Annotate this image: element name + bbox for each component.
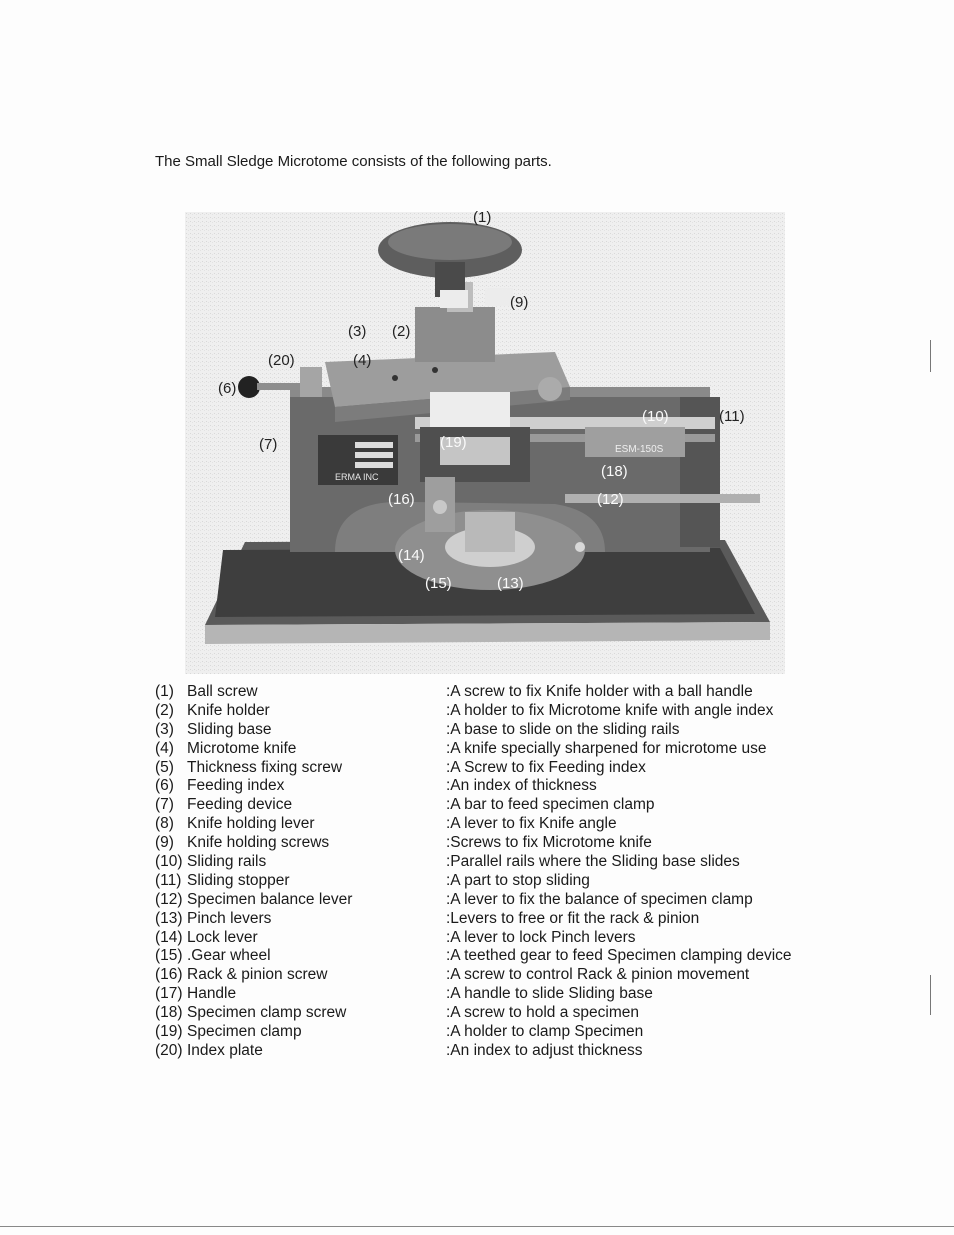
part-number: (19) [155, 1023, 183, 1041]
callout-19: (19) [440, 434, 467, 451]
part-name: Feeding device [187, 796, 293, 814]
part-name: .Gear wheel [187, 947, 271, 965]
parts-list-item [155, 1042, 835, 1061]
part-description: :A screw to control Rack & pinion movement [446, 966, 750, 984]
part-number: (9) [155, 834, 174, 852]
part-description: :An index of thickness [446, 777, 597, 795]
parts-list-item [155, 834, 835, 853]
parts-list-item [155, 929, 835, 948]
part-description: :Parallel rails where the Sliding base slides [446, 853, 740, 871]
parts-list-item [155, 985, 835, 1004]
callout-12: (12) [597, 491, 624, 508]
scan-mark [930, 975, 931, 1015]
part-description: :A Screw to fix Feeding index [446, 758, 646, 776]
part-description: :A holder to clamp Specimen [446, 1023, 644, 1041]
part-number: (13) [155, 909, 183, 927]
parts-list-item [155, 872, 835, 891]
part-name: Sliding stopper [187, 871, 290, 889]
part-name: Knife holder [187, 701, 270, 719]
part-number: (16) [155, 966, 183, 984]
part-name: Sliding rails [187, 853, 267, 871]
callout-3: (3) [348, 323, 367, 340]
part-number: (15) [155, 947, 183, 965]
callout-13: (13) [497, 575, 524, 592]
part-description: :Screws to fix Microtome knife [446, 834, 652, 852]
callout-1: (1) [473, 209, 492, 226]
part-description: :A teethed gear to feed Specimen clamping device [446, 947, 792, 965]
part-name: Thickness fixing screw [187, 758, 343, 776]
part-number: (20) [155, 1041, 183, 1059]
parts-list [155, 683, 835, 1061]
part-number: (5) [155, 758, 174, 776]
part-description: :A lever to fix Knife angle [446, 815, 617, 833]
model-label: ESM-150S [615, 444, 664, 455]
part-number: (4) [155, 739, 174, 757]
part-name: Specimen balance lever [187, 890, 353, 908]
part-number: (11) [155, 871, 182, 889]
parts-list-item [155, 777, 835, 796]
part-number: (17) [155, 985, 183, 1003]
parts-list-item [155, 815, 835, 834]
parts-list-item [155, 966, 835, 985]
part-description: :A handle to slide Sliding base [446, 985, 653, 1003]
part-name: Knife holding lever [187, 815, 315, 833]
parts-list-item [155, 702, 835, 721]
parts-list-item [155, 1023, 835, 1042]
microtome-photo [185, 209, 785, 674]
parts-list-item [155, 796, 835, 815]
intro-text: The Small Sledge Microtome consists of the following parts. [155, 153, 552, 170]
callout-18: (18) [601, 463, 628, 480]
parts-list-item [155, 721, 835, 740]
part-number: (12) [155, 890, 183, 908]
parts-list-item [155, 740, 835, 759]
part-number: (2) [155, 701, 174, 719]
callout-20: (20) [268, 352, 295, 369]
callout-7: (7) [259, 436, 278, 453]
callout-14: (14) [398, 547, 425, 564]
part-number: (6) [155, 777, 174, 795]
part-name: Handle [187, 985, 237, 1003]
plate-label: ERMA INC [335, 472, 379, 482]
scan-edge-line [0, 1226, 954, 1227]
part-description: :An index to adjust thickness [446, 1041, 643, 1059]
part-number: (3) [155, 720, 174, 738]
part-name: Specimen clamp screw [187, 1004, 347, 1022]
part-description: :A screw to fix Knife holder with a ball handle [446, 683, 753, 700]
callout-6: (6) [218, 380, 237, 397]
part-description: :A base to slide on the sliding rails [446, 720, 680, 738]
parts-list-item [155, 910, 835, 929]
part-name: Microtome knife [187, 739, 297, 757]
part-description: :A knife specially sharpened for microtome use [446, 739, 767, 757]
part-name: Index plate [187, 1041, 263, 1059]
part-description: :A lever to lock Pinch levers [446, 928, 636, 946]
part-description: :A lever to fix the balance of specimen clamp [446, 890, 753, 908]
part-name: Pinch levers [187, 909, 272, 927]
part-description: :A part to stop sliding [446, 871, 590, 889]
part-name: Ball screw [187, 683, 258, 700]
callout-10: (10) [642, 408, 669, 425]
part-name: Specimen clamp [187, 1023, 302, 1041]
parts-list-item [155, 853, 835, 872]
parts-list-item [155, 1004, 835, 1023]
part-name: Knife holding screws [187, 834, 330, 852]
part-number: (18) [155, 1004, 183, 1022]
parts-list-item [155, 891, 835, 910]
part-name: Feeding index [187, 777, 285, 795]
part-number: (10) [155, 853, 183, 871]
part-description: :A holder to fix Microtome knife with angle index [446, 701, 774, 719]
callout-15: (15) [425, 575, 452, 592]
part-description: :Levers to free or fit the rack & pinion [446, 909, 700, 927]
part-description: :A screw to hold a specimen [446, 1004, 639, 1022]
part-description: :A bar to feed specimen clamp [446, 796, 655, 814]
part-number: (1) [155, 683, 174, 700]
parts-list-item [155, 947, 835, 966]
callout-2: (2) [392, 323, 411, 340]
part-name: Rack & pinion screw [187, 966, 328, 984]
part-number: (7) [155, 796, 174, 814]
callout-9: (9) [510, 294, 529, 311]
callout-11: (11) [719, 408, 745, 425]
part-name: Lock lever [187, 928, 258, 946]
parts-list-item [155, 683, 835, 702]
scan-mark [930, 340, 931, 372]
callout-4: (4) [353, 352, 372, 369]
parts-list-item [155, 759, 835, 778]
part-number: (14) [155, 928, 183, 946]
callout-16: (16) [388, 491, 415, 508]
part-name: Sliding base [187, 720, 272, 738]
part-number: (8) [155, 815, 174, 833]
